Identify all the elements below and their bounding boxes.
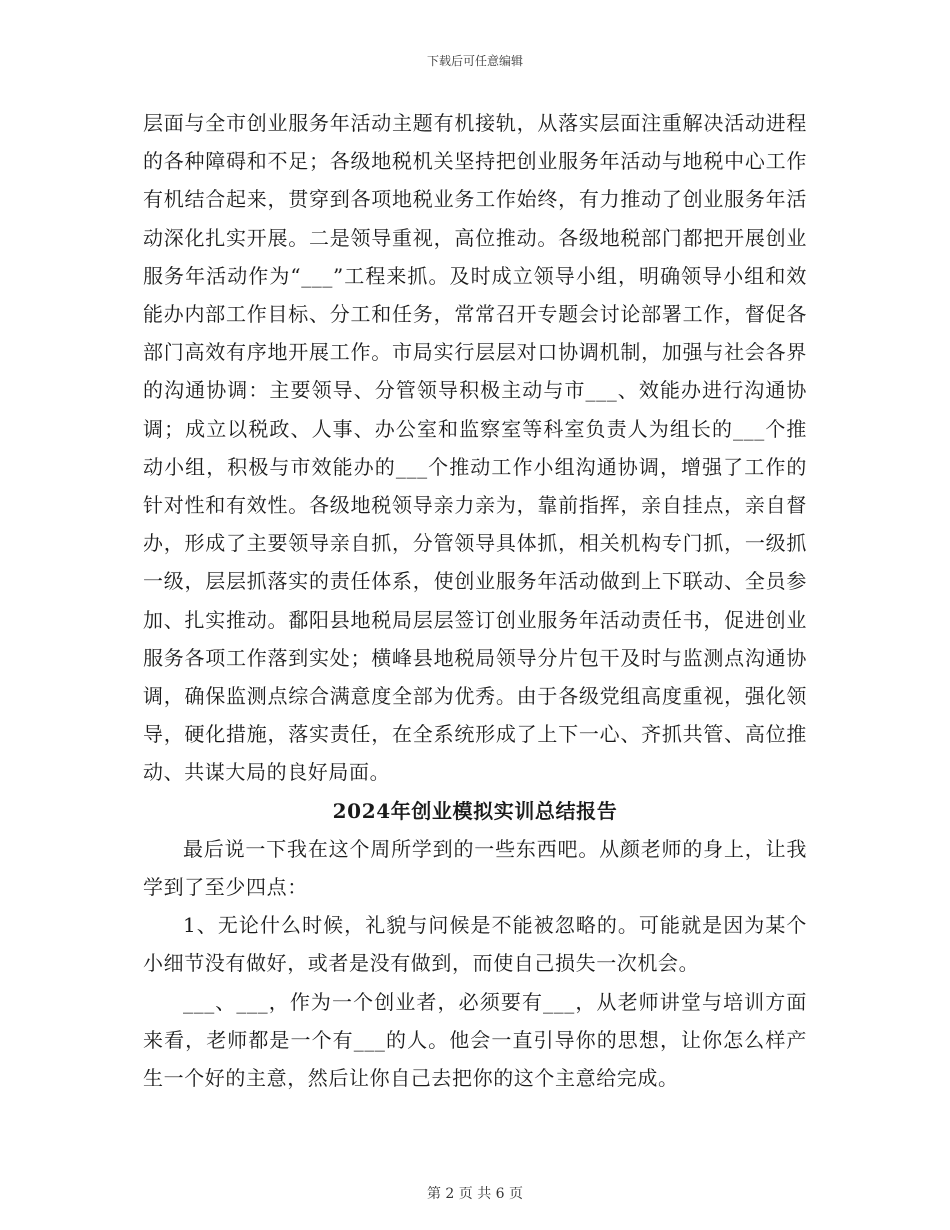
page-header: 下载后可任意编辑 <box>426 54 523 68</box>
paragraph-continued: 层面与全市创业服务年活动主题有机接轨，从落实层面注重解决活动进程的各种障碍和不足；各级地税机关坚持把创业服务年活动与地税中心工作有机结合起来，贯穿到各项地税业务工作始终，有力推动了创业服务年活动深化扎实开展。二是领导重视，高位推动。各级地税部门都把开展创业服务年活动作为“___”工程来抓。及时成立领导小组，明确领导小组和效能办内部工作目标、分工和任务，常常召开专题会讨论部署工作，督促各部门高效有序地开展工作。市局实行层层对口协调机制，加强与社会各界的沟通协调：主要领导、分管领导积极主动与市___、效能办进行沟通协调；成立以税政、人事、办公室和监察室等科室负责人为组长的___个推动小组，积极与市效能办的___个推动工作小组沟通协调，增强了工作的针对性和有效性。各级地税领导亲力亲为，靠前指挥，亲自挂点，亲自督办，形成了主要领导亲自抓，分管领导具体抓，相关机构专门抓，一级抓一级，层层抓落实的责任体系，使创业服务年活动做到上下联动、全员参加、扎实推动。鄱阳县地税局层层签订创业服务年活动责任书，促进创业服务各项工作落到实处；横峰县地税局领导分片包干及时与监测点沟通协调，确保监测点综合满意度全部为优秀。由于各级党组高度重视，强化领导，硬化措施，落实责任，在全系统形成了上下一心、齐抓共管、高位推动、共谋大局的良好局面。 <box>143 111 807 785</box>
paragraph-intro: 最后说一下我在这个周所学到的一些东西吧。从颜老师的身上，让我学到了至少四点： <box>143 836 807 900</box>
section-title: 2024年创业模拟实训总结报告 <box>332 798 618 823</box>
paragraph-point-1: 1、无论什么时候，礼貌与问候是不能被忽略的。可能就是因为某个小细节没有做好，或者是没有做到，而使自己损失一次机会。 <box>143 913 807 976</box>
document-body <box>143 104 807 1097</box>
paragraph-point-2: ___、___，作为一个创业者，必须要有___，从老师讲堂与培训方面来看，老师都是一个有___的人。他会一直引导你的思想，让你怎么样产生一个好的主意，然后让你自己去把你的这个主意给完成。 <box>143 989 807 1091</box>
page-footer: 第 2 页 共 6 页 <box>426 1186 524 1202</box>
